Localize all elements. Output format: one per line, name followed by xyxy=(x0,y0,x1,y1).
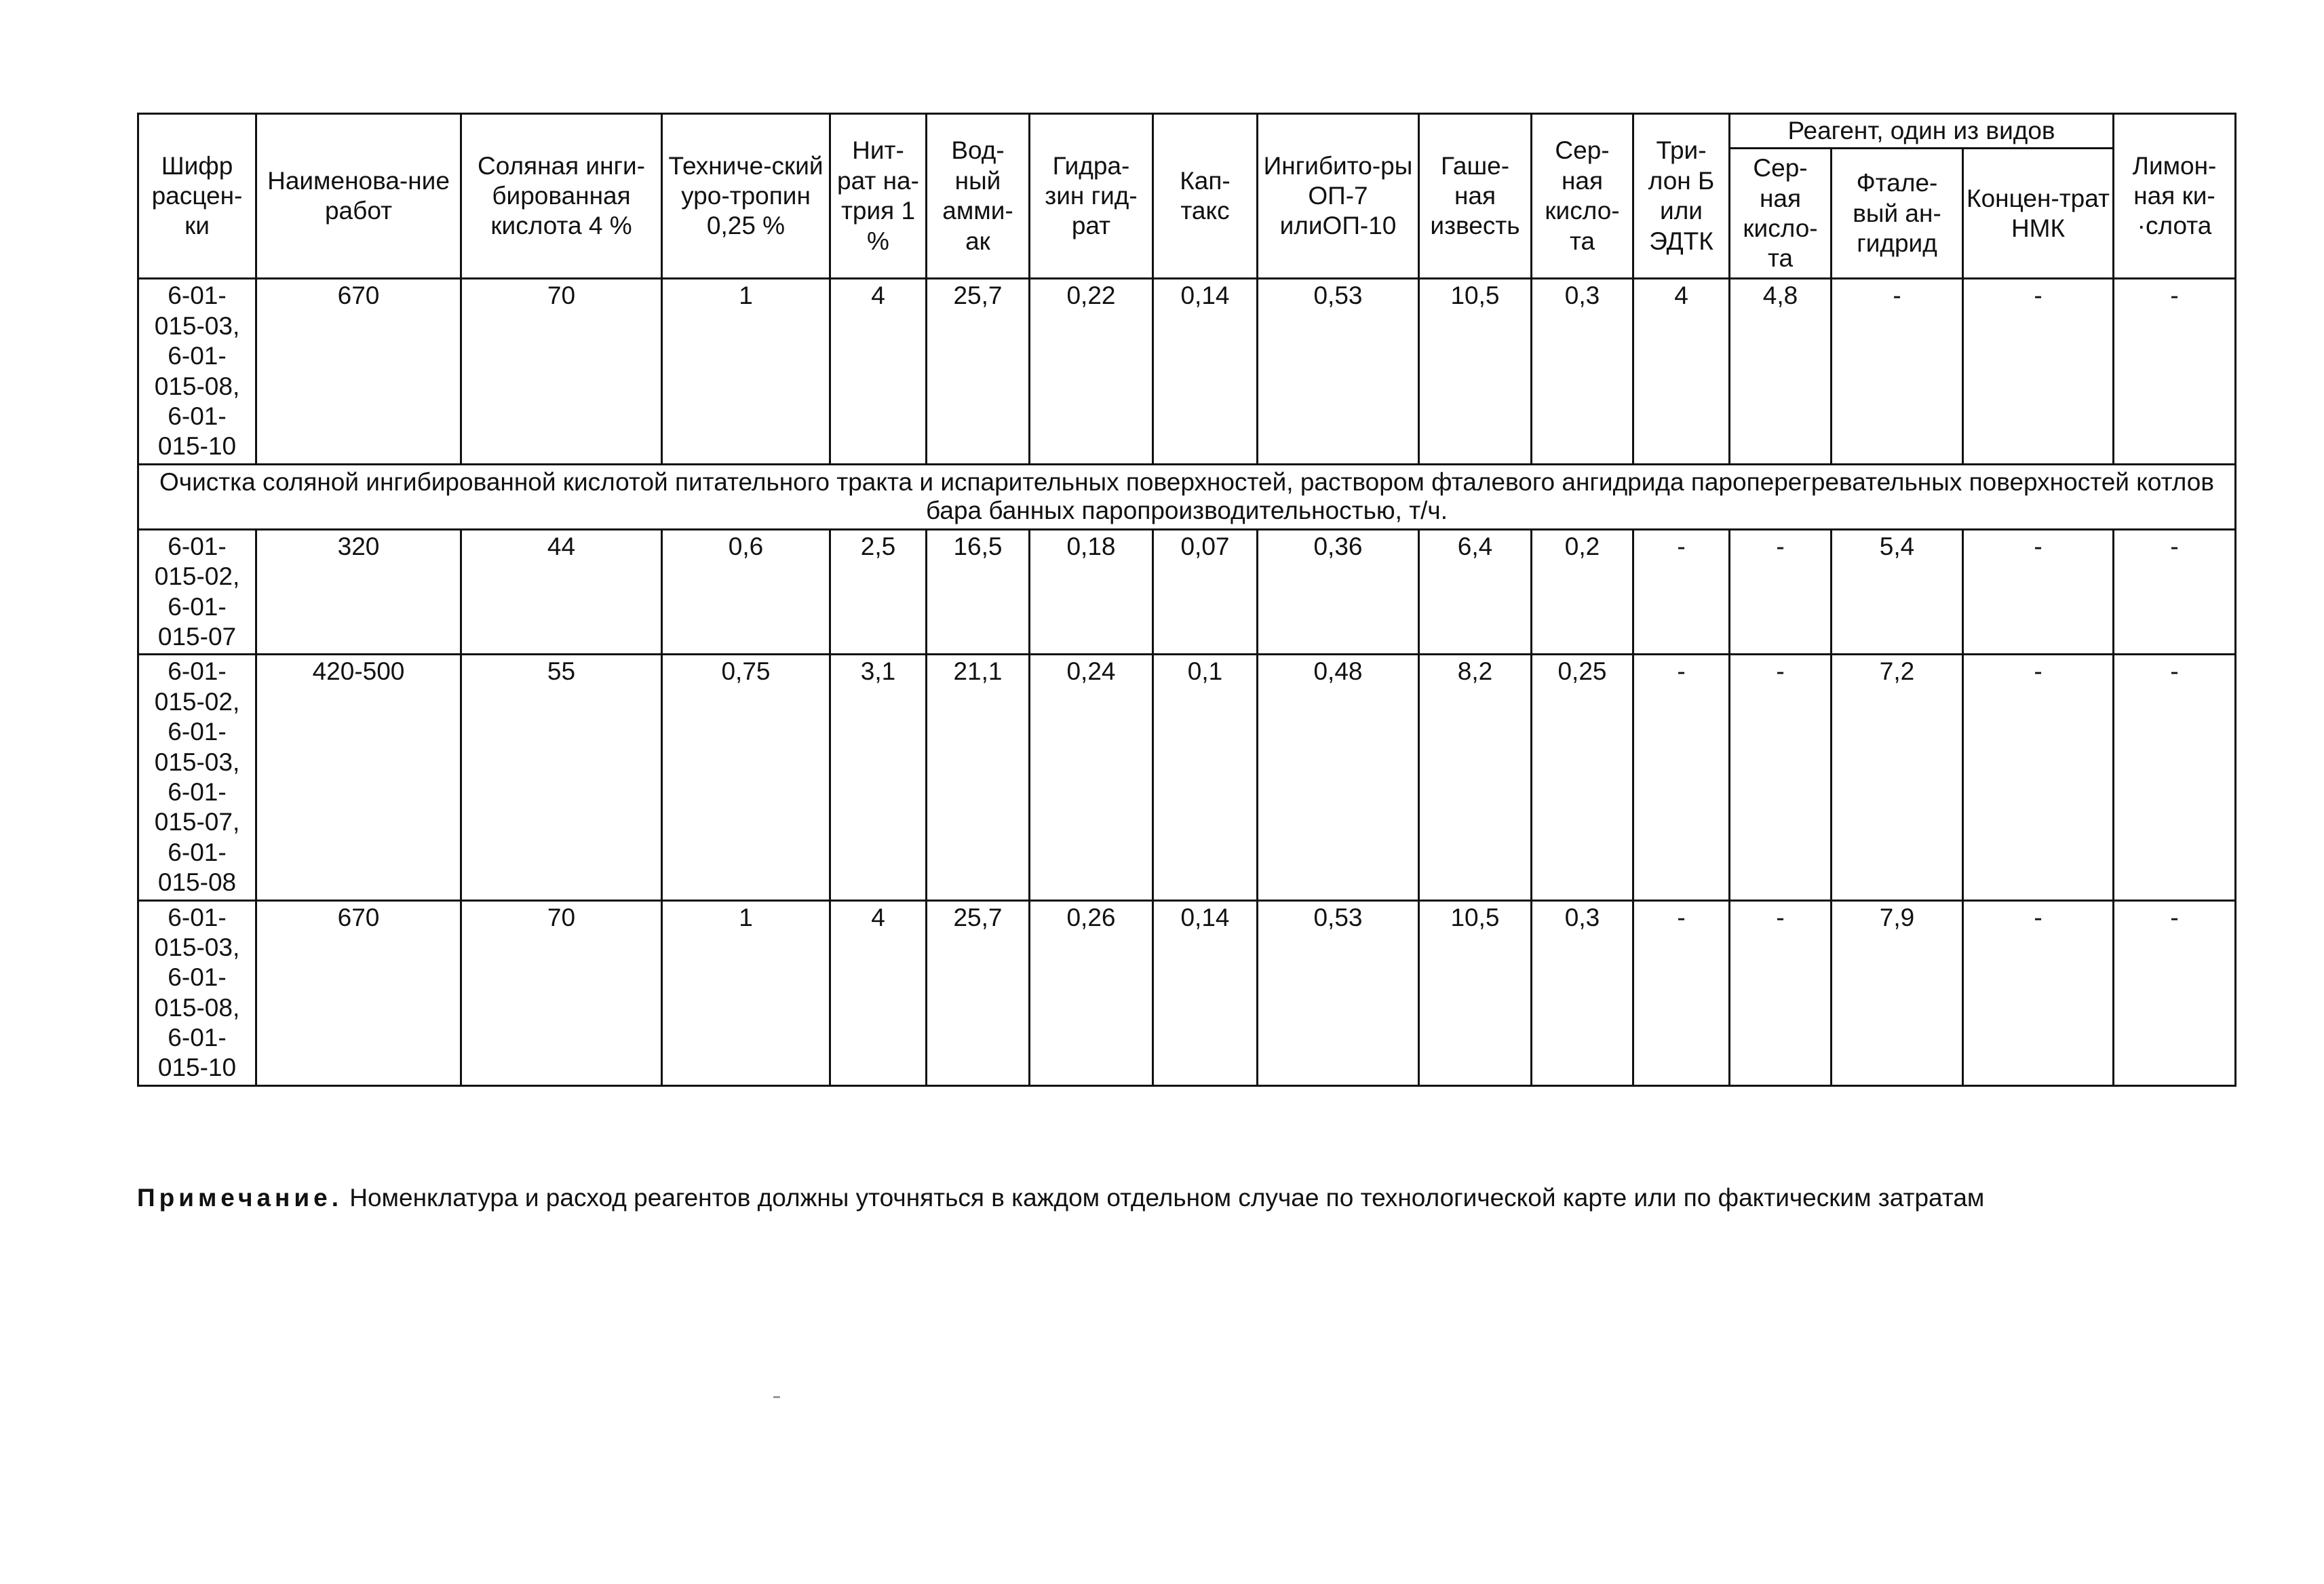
section-title: Очистка соляной ингибированной кислотой питательного тракта и испарительных поверхностей, раствором фталевого ангидрида пароперегревательных поверхностей котлов бара банных паропроизводительностью, т/ч. xyxy=(138,464,2236,529)
header-group-sulfuric: Сер-ная кисло-та xyxy=(1730,149,1832,279)
header-group-phthalic: Фтале-вый ан-гидрид xyxy=(1832,149,1963,279)
table-cell: 5,4 xyxy=(1832,529,1963,655)
header-reagent-group: Реагент, один из видов xyxy=(1730,114,2114,149)
table-cell: 70 xyxy=(461,279,662,464)
table-cell: 420-500 xyxy=(256,655,461,900)
table-cell: - xyxy=(2114,900,2236,1085)
table-cell: 2,5 xyxy=(830,529,927,655)
header-row-top xyxy=(138,114,2236,149)
table-cell: 1 xyxy=(662,900,830,1085)
table-cell: 4 xyxy=(1633,279,1730,464)
table-cell: - xyxy=(1730,900,1832,1085)
table-body-section-a xyxy=(138,279,2236,464)
table-cell: 0,3 xyxy=(1532,900,1633,1085)
table-cell: 3,1 xyxy=(830,655,927,900)
table-row xyxy=(138,900,2236,1085)
header-code: Шифр расцен-ки xyxy=(138,114,256,279)
header-inhibitors: Ингибито-ры ОП-7 илиОП-10 xyxy=(1258,114,1419,279)
table-cell: 25,7 xyxy=(927,900,1030,1085)
table-cell: 1 xyxy=(662,279,830,464)
table-cell: - xyxy=(1730,529,1832,655)
table-cell: 670 xyxy=(256,279,461,464)
table-cell: - xyxy=(2114,529,2236,655)
table-cell: - xyxy=(1633,529,1730,655)
row-code-cell: 6-01- 015-03, 6-01- 015-08, 6-01- 015-10 xyxy=(138,900,256,1085)
table-cell: 7,2 xyxy=(1832,655,1963,900)
table-cell: - xyxy=(2114,279,2236,464)
header-hydrazine: Гидра-зин гид-рат xyxy=(1030,114,1153,279)
table-cell: 0,75 xyxy=(662,655,830,900)
table-cell: 4 xyxy=(830,900,927,1085)
row-code-cell: 6-01- 015-02, 6-01- 015-03, 6-01- 015-07, 6-01- 015-08 xyxy=(138,655,256,900)
table-cell: 70 xyxy=(461,900,662,1085)
table-cell: - xyxy=(1963,900,2114,1085)
table-cell: 44 xyxy=(461,529,662,655)
table-cell: 0,07 xyxy=(1153,529,1258,655)
header-sulfuric: Сер-ная кисло-та xyxy=(1532,114,1633,279)
header-group-nmk: Концен-трат НМК xyxy=(1963,149,2114,279)
header-trilon: Три-лон Б или ЭДТК xyxy=(1633,114,1730,279)
table-cell: 25,7 xyxy=(927,279,1030,464)
table-cell: 0,2 xyxy=(1532,529,1633,655)
table-cell: 0,22 xyxy=(1030,279,1153,464)
header-ammonia: Вод-ный амми-ак xyxy=(927,114,1030,279)
table-cell: 4,8 xyxy=(1730,279,1832,464)
table-cell: 0,36 xyxy=(1258,529,1419,655)
table-cell: 21,1 xyxy=(927,655,1030,900)
table-cell: 0,24 xyxy=(1030,655,1153,900)
table-cell: 0,53 xyxy=(1258,279,1419,464)
table-cell: - xyxy=(1832,279,1963,464)
table-cell: - xyxy=(1963,279,2114,464)
header-hcl: Соляная инги-бированная кислота 4 % xyxy=(461,114,662,279)
table-cell: - xyxy=(1633,900,1730,1085)
table-cell: 10,5 xyxy=(1419,279,1532,464)
table-cell: 670 xyxy=(256,900,461,1085)
table-cell: - xyxy=(1633,655,1730,900)
table-cell: - xyxy=(1963,655,2114,900)
row-code-cell: 6-01- 015-03, 6-01- 015-08, 6-01- 015-10 xyxy=(138,279,256,464)
table-cell: - xyxy=(1963,529,2114,655)
header-citric: Лимон-ная ки-·слота xyxy=(2114,114,2236,279)
header-nitrate: Нит-рат на-трия 1 % xyxy=(830,114,927,279)
table-cell: - xyxy=(2114,655,2236,900)
table-body-section-b xyxy=(138,529,2236,1085)
table-cell: 55 xyxy=(461,655,662,900)
note-label: Примечание. xyxy=(137,1184,343,1212)
header-name: Наименова-ние работ xyxy=(256,114,461,279)
table-body-section-title xyxy=(138,464,2236,529)
table-cell: 7,9 xyxy=(1832,900,1963,1085)
table-row xyxy=(138,655,2236,900)
stray-mark xyxy=(773,1396,780,1398)
reagent-consumption-table xyxy=(137,113,2236,1087)
table-cell: 0,53 xyxy=(1258,900,1419,1085)
table-row xyxy=(138,279,2236,464)
table-cell: 10,5 xyxy=(1419,900,1532,1085)
table-cell: - xyxy=(1730,655,1832,900)
table-cell: 0,3 xyxy=(1532,279,1633,464)
table-row xyxy=(138,529,2236,655)
table-cell: 0,48 xyxy=(1258,655,1419,900)
section-title-row xyxy=(138,464,2236,529)
table-cell: 0,18 xyxy=(1030,529,1153,655)
header-kaptaks: Кап-такс xyxy=(1153,114,1258,279)
table-cell: 320 xyxy=(256,529,461,655)
note-text: Номенклатура и расход реагентов должны уточняться в каждом отдельном случае по технологической карте или по фактическим затратам xyxy=(342,1184,1985,1212)
table-cell: 16,5 xyxy=(927,529,1030,655)
table-cell: 0,25 xyxy=(1532,655,1633,900)
table-cell: 0,26 xyxy=(1030,900,1153,1085)
table-cell: 0,14 xyxy=(1153,279,1258,464)
header-lime: Гаше-ная известь xyxy=(1419,114,1532,279)
table-cell: 8,2 xyxy=(1419,655,1532,900)
table-cell: 0,1 xyxy=(1153,655,1258,900)
table-cell: 0,6 xyxy=(662,529,830,655)
note-paragraph xyxy=(137,1182,2234,1214)
header-urotropin: Техниче-ский уро-тропин 0,25 % xyxy=(662,114,830,279)
table-cell: 0,14 xyxy=(1153,900,1258,1085)
table-cell: 6,4 xyxy=(1419,529,1532,655)
table-cell: 4 xyxy=(830,279,927,464)
row-code-cell: 6-01- 015-02, 6-01- 015-07 xyxy=(138,529,256,655)
